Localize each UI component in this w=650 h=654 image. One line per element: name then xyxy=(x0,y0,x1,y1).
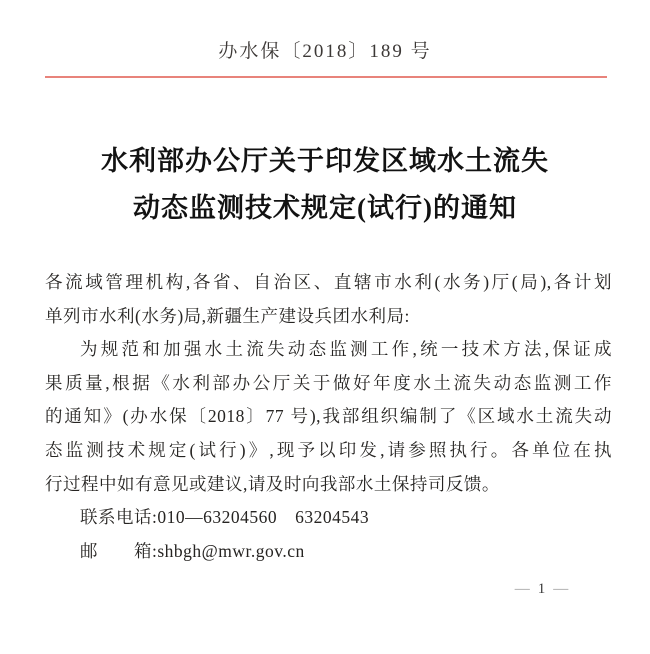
body-line: 的通知》(办水保〔2018〕77 号),我部组织编制了《区域水土流失动 xyxy=(45,406,612,427)
body-line: 单列市水利(水务)局,新疆生产建设兵团水利局: xyxy=(45,305,410,326)
page-number xyxy=(500,581,584,598)
document-reference-number: 办水保〔2018〕189 号 xyxy=(218,41,432,62)
document-title xyxy=(0,138,650,232)
contact-phone-value: 010—63204560 63204543 xyxy=(157,507,370,528)
body-line: 果质量,根据《水利部办公厅关于做好年度水土流失动态监测工作 xyxy=(45,372,612,393)
body-line: 各流域管理机构,各省、自治区、直辖市水利(水务)厅(局),各计划 xyxy=(45,272,612,292)
contact-phone-line xyxy=(45,501,612,535)
page-number-value: 1 xyxy=(537,581,547,597)
document-body xyxy=(45,266,612,568)
contact-email-line xyxy=(45,535,612,569)
body-line: 态监测技术规定(试行)》,现予以印发,请参照执行。各单位在执 xyxy=(45,439,612,460)
body-line: 为规范和加强水土流失动态监测工作,统一技术方法,保证成 xyxy=(80,339,612,360)
red-divider-line xyxy=(45,76,607,78)
contact-email-value: shbgh@mwr.gov.cn xyxy=(157,540,305,561)
body-line: 行过程中如有意见或建议,请及时向我部水土保持司反馈。 xyxy=(45,473,500,494)
page-number-left-dash: — xyxy=(514,581,531,597)
contact-email-label: 邮 箱: xyxy=(80,540,158,561)
document-title-line-2: 动态监测技术规定(试行)的通知 xyxy=(133,193,517,223)
contact-phone-label: 联系电话: xyxy=(80,507,158,528)
page-number-right-dash: — xyxy=(553,581,570,597)
document-title-line-1: 水利部办公厅关于印发区域水土流失 xyxy=(101,146,549,176)
